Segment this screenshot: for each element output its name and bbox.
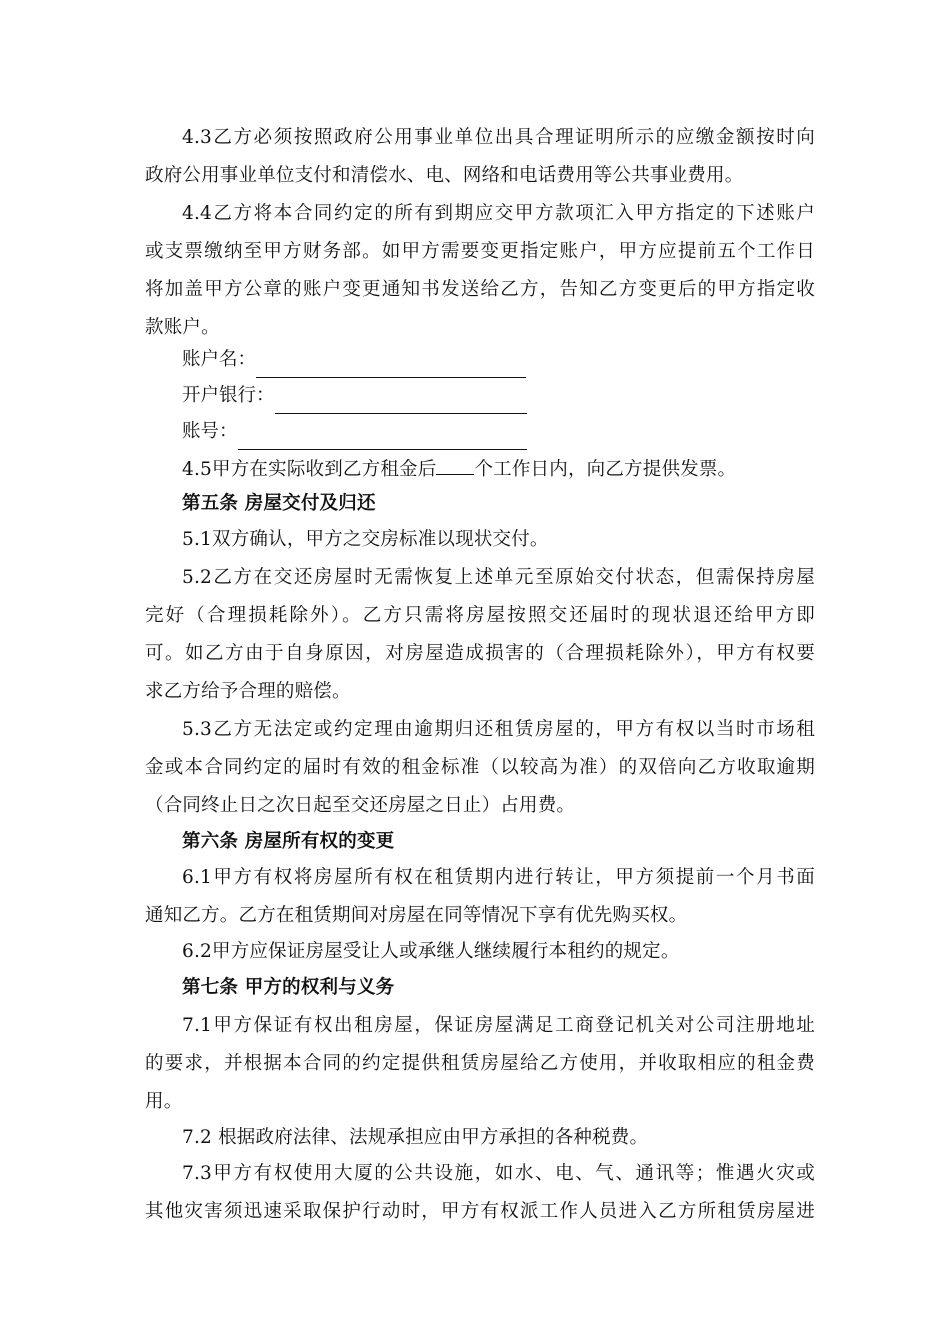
clause-5-2-line-4: 求乙方给予合理的赔偿。	[145, 681, 351, 702]
clause-4-4-line-2: 或支票缴纳至甲方财务部。如甲方需要变更指定账户，甲方应提前五个工作日	[145, 241, 815, 262]
clause-7-3-line-2: 其他灾害须迅速采取保护行动时，甲方有权派工作人员进入乙方所租赁房屋进	[145, 1201, 815, 1222]
clause-5-3-line-3: （合同终止日之次日起至交还房屋之日止）占用费。	[145, 795, 576, 816]
account-number-row	[182, 414, 527, 450]
account-name-label: 账户名：	[182, 349, 257, 370]
clause-5-2-line-3: 可。如乙方由于自身原因，对房屋造成损害的（合理损耗除外），甲方有权要	[145, 643, 815, 664]
clause-7-1-line-2: 的要求，并根据本合同的约定提供租赁房屋给乙方使用，并收取相应的租金费	[145, 1053, 815, 1074]
clause-7-1-line-1: 7.1甲方保证有权出租房屋，保证房屋满足工商登记机关对公司注册地址	[182, 1015, 815, 1036]
bank-label: 开户银行：	[182, 385, 275, 406]
article-7-heading: 第七条 甲方的权利与义务	[182, 977, 395, 998]
clause-6-1-line-1: 6.1甲方有权将房屋所有权在租赁期内进行转让，甲方须提前一个月书面	[182, 867, 815, 888]
bank-blank	[275, 386, 527, 414]
article-5-heading: 第五条 房屋交付及归还	[182, 493, 376, 514]
clause-4-4-line-4: 款账户。	[145, 317, 220, 338]
clause-4-3-line-1: 4.3乙方必须按照政府公用事业单位出具合理证明所示的应缴金额按时向	[182, 127, 815, 148]
workday-blank	[436, 450, 474, 475]
clause-6-2: 6.2甲方应保证房屋受让人或承继人继续履行本租约的规定。	[182, 941, 680, 962]
clause-7-1-line-3: 用。	[145, 1091, 183, 1112]
clause-4-5-after: 个工作日内，向乙方提供发票。	[474, 459, 737, 480]
clause-4-5-before: 4.5甲方在实际收到乙方租金后	[182, 459, 437, 480]
clause-5-3-line-1: 5.3乙方无法定或约定理由逾期归还租赁房屋的，甲方有权以当时市场租	[182, 719, 815, 740]
clause-4-5	[182, 450, 815, 486]
account-number-blank	[238, 422, 527, 450]
clause-7-2: 7.2 根据政府法律、法规承担应由甲方承担的各种税费。	[182, 1127, 649, 1148]
article-6-heading: 第六条 房屋所有权的变更	[182, 831, 395, 852]
clause-7-3-line-1: 7.3甲方有权使用大厦的公共设施，如水、电、气、通讯等；惟遇火灾或	[182, 1163, 815, 1184]
clause-5-1: 5.1双方确认，甲方之交房标准以现状交付。	[182, 529, 549, 550]
clause-6-1-line-2: 通知乙方。乙方在租赁期间对房屋在同等情况下享有优先购买权。	[145, 905, 688, 926]
clause-4-4-line-3: 将加盖甲方公章的账户变更通知书发送给乙方，告知乙方变更后的甲方指定收	[145, 279, 815, 300]
clause-5-2-line-2: 完好（合理损耗除外）。乙方只需将房屋按照交还届时的现状退还给甲方即	[145, 605, 815, 626]
clause-5-3-line-2: 金或本合同约定的届时有效的租金标准（以较高为准）的双倍向乙方收取逾期	[145, 757, 815, 778]
bank-row	[182, 378, 527, 414]
clause-4-4-line-1: 4.4乙方将本合同约定的所有到期应交甲方款项汇入甲方指定的下述账户	[182, 203, 815, 224]
clause-4-3-line-2: 政府公用事业单位支付和清偿水、电、网络和电话费用等公共事业费用。	[145, 165, 744, 186]
account-name-blank	[256, 350, 526, 378]
account-name-row	[182, 342, 526, 378]
account-number-label: 账号：	[182, 421, 238, 442]
clause-5-2-line-1: 5.2乙方在交还房屋时无需恢复上述单元至原始交付状态，但需保持房屋	[182, 567, 815, 588]
